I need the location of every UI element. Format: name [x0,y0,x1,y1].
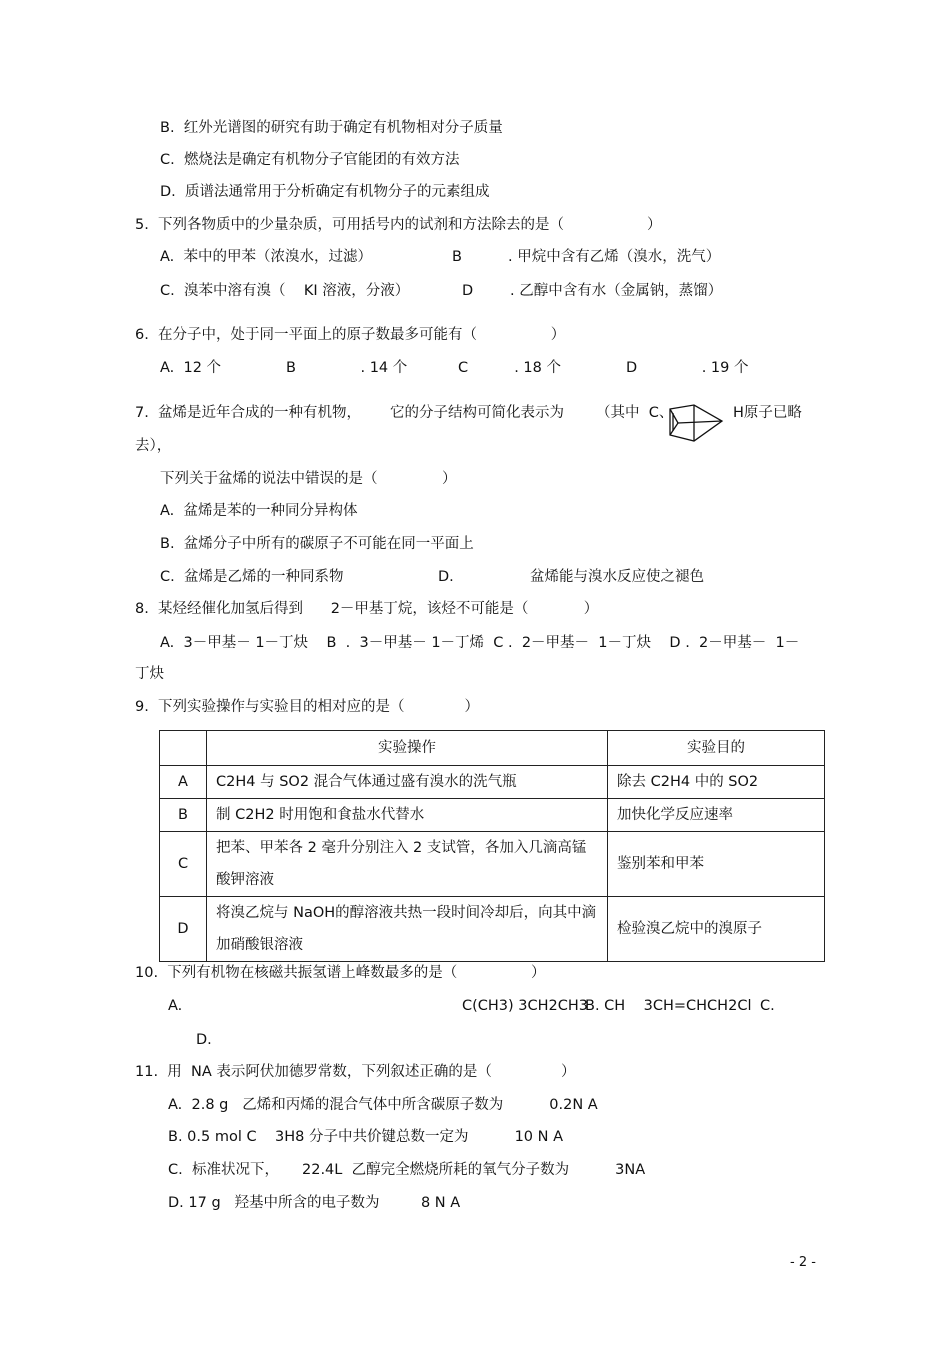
q11-option-c: C. 标准状况下， 22.4L 乙醇完全燃烧所耗的氧气分子数为 3NA [168,1162,646,1178]
table-header-empty [160,731,207,766]
page-number: - 2 - [790,1255,816,1270]
q7-option-a: A. 盆烯是苯的一种同分异构体 [160,503,358,519]
q8-options-cont: 丁炔 [135,666,164,682]
q6-stem: 6. 在分子中，处于同一平面上的原子数最多可能有（ ） [135,327,566,343]
table-header-row [160,731,825,766]
q5-stem: 5. 下列各物质中的少量杂质，可用括号内的试剂和方法除去的是（ ） [135,217,662,233]
q5-option-d: D . 乙醇中含有水（金属钠，蒸馏） [462,283,723,299]
q10-option-d: D. [196,1032,212,1048]
q4-option-b: B. 红外光谱图的研究有助于确定有机物相对分子质量 [160,120,503,136]
row-goal: 检验溴乙烷中的溴原子 [608,897,825,962]
q10-option-a-formula: C(CH3) 3CH2CH3 [462,998,589,1014]
q6-option-c: C . 18 个 [458,360,561,376]
q7-sub-stem: 下列关于盆烯的说法中错误的是（ ） [160,471,457,487]
q11-option-d: D. 17 g 羟基中所含的电子数为 8 N A [168,1195,461,1211]
row-goal: 加快化学反应速率 [608,799,825,832]
q7-stem-d: H原子已略 [733,405,802,421]
q7-stem-e: 去）， [135,438,172,454]
q5-option-b: B . 甲烷中含有乙烯（溴水，洗气） [452,249,721,265]
q7-stem-a: 7. 盆烯是近年合成的一种有机物， [135,405,362,421]
table-header-operation: 实验操作 [207,731,608,766]
row-label: A [160,766,207,799]
q10-option-b: B. CH 3CH=CHCH2Cl [585,998,752,1014]
table-row [160,832,825,897]
q4-option-d: D. 质谱法通常用于分析确定有机物分子的元素组成 [160,184,490,200]
row-goal: 除去 C2H4 中的 SO2 [608,766,825,799]
q7-option-d-text: 盆烯能与溴水反应使之褪色 [530,569,704,585]
q7-option-d-label: D. [438,569,454,585]
table-header-goal: 实验目的 [608,731,825,766]
row-operation: 制 C2H2 时用饱和食盐水代替水 [207,799,608,832]
q8-options: A. 3－甲基－ 1－丁炔 B . 3－甲基－ 1－丁烯 C . 2－甲基－ 1－丁炔 D . 2－甲基－ 1－ [160,635,800,651]
benzvalene-structure [664,401,728,445]
q11-stem: 11. 用 NA 表示阿伏加德罗常数，下列叙述正确的是（ ） [135,1064,576,1080]
q9-stem: 9. 下列实验操作与实验目的相对应的是（ ） [135,699,479,715]
row-goal: 鉴别苯和甲苯 [608,832,825,897]
q11-option-b: B. 0.5 mol C 3H8 分子中共价键总数一定为 10 N A [168,1129,564,1145]
q6-option-a: A. 12 个 [160,360,222,376]
row-label: D [160,897,207,962]
q10-stem: 10. 下列有机物在核磁共振氢谱上峰数最多的是（ ） [135,965,546,981]
q7-stem-b: 它的分子结构可简化表示为 [390,405,564,421]
row-operation: C2H4 与 SO2 混合气体通过盛有溴水的洗气瓶 [207,766,608,799]
q8-stem: 8. 某烃经催化加氢后得到 2－甲基丁烷，该烃不可能是（ ） [135,601,599,617]
row-operation: 将溴乙烷与 NaOH的醇溶液共热一段时间冷却后，向其中滴加硝酸银溶液 [207,897,608,962]
q5-option-a: A. 苯中的甲苯（浓溴水，过滤） [160,249,372,265]
q5-option-c: C. 溴苯中溶有溴（ KI 溶液，分液） [160,283,410,299]
q9-experiment-table [159,730,825,962]
q10-option-a: A. [168,998,183,1014]
q4-option-c: C. 燃烧法是确定有机物分子官能团的有效方法 [160,152,460,168]
row-label: C [160,832,207,897]
table-row [160,897,825,962]
q11-option-a: A. 2.8 g 乙烯和丙烯的混合气体中所含碳原子数为 0.2N A [168,1097,598,1113]
q6-option-b: B . 14 个 [286,360,408,376]
row-label: B [160,799,207,832]
row-operation: 把苯、甲苯各 2 毫升分别注入 2 支试管，各加入几滴高锰酸钾溶液 [207,832,608,897]
q10-option-c: C. [760,998,775,1014]
q7-option-b: B. 盆烯分子中所有的碳原子不可能在同一平面上 [160,536,474,552]
q7-option-c: C. 盆烯是乙烯的一种同系物 [160,569,344,585]
q6-option-d: D . 19 个 [626,360,749,376]
table-row [160,799,825,832]
q7-stem-c: （其中 C、 [596,405,674,421]
table-row [160,766,825,799]
